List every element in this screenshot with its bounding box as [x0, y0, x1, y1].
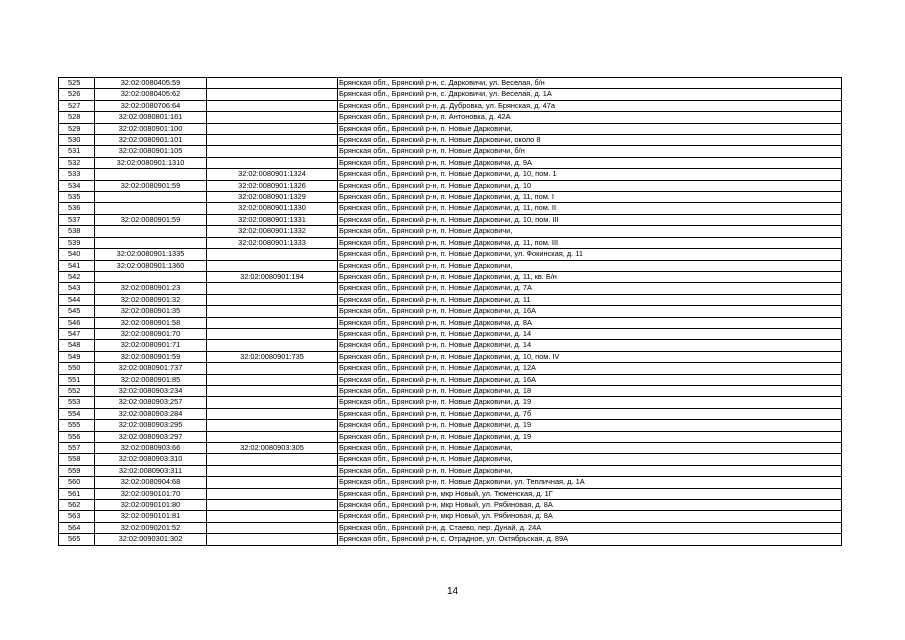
related-cadastral-number-cell: 32:02:0080901:194 — [207, 271, 338, 282]
table-row — [59, 89, 842, 100]
related-cadastral-number-cell — [207, 249, 338, 260]
cadastral-number-cell: 32:02:0080706:64 — [95, 100, 207, 111]
row-number-cell: 538 — [59, 226, 95, 237]
address-cell: Брянская обл., Брянский р-н, п. Новые Дарковичи, д. 11, пом. I — [338, 192, 842, 203]
row-number-cell: 554 — [59, 408, 95, 419]
cadastral-number-cell: 32:02:0080901:70 — [95, 328, 207, 339]
cadastral-number-cell: 32:02:0090301:302 — [95, 534, 207, 545]
table-row — [59, 477, 842, 488]
row-number-cell: 529 — [59, 123, 95, 134]
related-cadastral-number-cell — [207, 465, 338, 476]
address-cell: Брянская обл., Брянский р-н, п. Новые Дарковичи, — [338, 260, 842, 271]
row-number-cell: 541 — [59, 260, 95, 271]
address-cell: Брянская обл., Брянский р-н, п. Новые Дарковичи, д. 11, пом. III — [338, 237, 842, 248]
related-cadastral-number-cell — [207, 123, 338, 134]
row-number-cell: 551 — [59, 374, 95, 385]
address-cell: Брянская обл., Брянский р-н, п. Новые Дарковичи, б/н — [338, 146, 842, 157]
address-cell: Брянская обл., Брянский р-н, д. Стаево, пер. Дунай, д. 24А — [338, 522, 842, 533]
related-cadastral-number-cell — [207, 363, 338, 374]
address-cell: Брянская обл., Брянский р-н, п. Новые Дарковичи, д. 10 — [338, 180, 842, 191]
table-row — [59, 351, 842, 362]
cadastral-number-cell: 32:02:0080903:310 — [95, 454, 207, 465]
row-number-cell: 545 — [59, 306, 95, 317]
related-cadastral-number-cell — [207, 328, 338, 339]
table-row — [59, 522, 842, 533]
address-cell: Брянская обл., Брянский р-н, с. Дарковичи, ул. Веселая, д. 1А — [338, 89, 842, 100]
row-number-cell: 553 — [59, 397, 95, 408]
table-row — [59, 511, 842, 522]
related-cadastral-number-cell — [207, 89, 338, 100]
row-number-cell: 530 — [59, 135, 95, 146]
row-number-cell: 559 — [59, 465, 95, 476]
row-number-cell: 525 — [59, 78, 95, 89]
row-number-cell: 555 — [59, 420, 95, 431]
related-cadastral-number-cell — [207, 294, 338, 305]
cadastral-number-cell: 32:02:0080901:1310 — [95, 157, 207, 168]
table-row — [59, 135, 842, 146]
row-number-cell: 536 — [59, 203, 95, 214]
table-row — [59, 420, 842, 431]
address-cell: Брянская обл., Брянский р-н, с. Дарковичи, ул. Веселая, б/н — [338, 78, 842, 89]
address-cell: Брянская обл., Брянский р-н, мкр Новый, ул. Рябиновая, д. 8А — [338, 511, 842, 522]
address-cell: Брянская обл., Брянский р-н, п. Новые Дарковичи, около 8 — [338, 135, 842, 146]
table-row — [59, 112, 842, 123]
table-row — [59, 146, 842, 157]
row-number-cell: 563 — [59, 511, 95, 522]
related-cadastral-number-cell — [207, 374, 338, 385]
address-cell: Брянская обл., Брянский р-н, мкр Новый, ул. Тюменская, д. 1Г — [338, 488, 842, 499]
table-row — [59, 214, 842, 225]
related-cadastral-number-cell — [207, 488, 338, 499]
table-row — [59, 397, 842, 408]
related-cadastral-number-cell: 32:02:0080901:1332 — [207, 226, 338, 237]
cadastral-number-cell: 32:02:0080903:311 — [95, 465, 207, 476]
cadastral-number-cell — [95, 203, 207, 214]
cadastral-number-cell: 32:02:0080901:1335 — [95, 249, 207, 260]
table-row — [59, 534, 842, 545]
table-row — [59, 283, 842, 294]
cadastral-number-cell: 32:02:0080901:59 — [95, 180, 207, 191]
row-number-cell: 534 — [59, 180, 95, 191]
related-cadastral-number-cell: 32:02:0080901:735 — [207, 351, 338, 362]
related-cadastral-number-cell — [207, 340, 338, 351]
table-row — [59, 192, 842, 203]
table-row — [59, 78, 842, 89]
page-number: 14 — [446, 586, 459, 597]
related-cadastral-number-cell: 32:02:0080901:1326 — [207, 180, 338, 191]
address-cell: Брянская обл., Брянский р-н, п. Новые Дарковичи, д. 16А — [338, 306, 842, 317]
table-row — [59, 363, 842, 374]
related-cadastral-number-cell: 32:02:0080901:1331 — [207, 214, 338, 225]
related-cadastral-number-cell — [207, 408, 338, 419]
address-cell: Брянская обл., Брянский р-н, п. Новые Дарковичи, д. 7б — [338, 408, 842, 419]
row-number-cell: 544 — [59, 294, 95, 305]
address-cell: Брянская обл., Брянский р-н, мкр Новый, ул. Рябиновая, д. 8А — [338, 500, 842, 511]
cadastral-number-cell: 32:02:0080903:295 — [95, 420, 207, 431]
cadastral-number-cell: 32:02:0080901:59 — [95, 214, 207, 225]
row-number-cell: 526 — [59, 89, 95, 100]
table-row — [59, 157, 842, 168]
related-cadastral-number-cell — [207, 306, 338, 317]
row-number-cell: 532 — [59, 157, 95, 168]
related-cadastral-number-cell — [207, 522, 338, 533]
table-row — [59, 271, 842, 282]
row-number-cell: 535 — [59, 192, 95, 203]
row-number-cell: 561 — [59, 488, 95, 499]
property-table — [58, 77, 842, 546]
cadastral-number-cell: 32:02:0090101:80 — [95, 500, 207, 511]
row-number-cell: 558 — [59, 454, 95, 465]
address-cell: Брянская обл., Брянский р-н, с. Отрадное, ул. Октябрьская, д. 89А — [338, 534, 842, 545]
related-cadastral-number-cell — [207, 112, 338, 123]
table-row — [59, 431, 842, 442]
row-number-cell: 556 — [59, 431, 95, 442]
related-cadastral-number-cell — [207, 420, 338, 431]
address-cell: Брянская обл., Брянский р-н, д. Дубровка, ул. Брянская, д. 47а — [338, 100, 842, 111]
row-number-cell: 552 — [59, 385, 95, 396]
related-cadastral-number-cell — [207, 534, 338, 545]
row-number-cell: 564 — [59, 522, 95, 533]
cadastral-number-cell: 32:02:0080901:32 — [95, 294, 207, 305]
related-cadastral-number-cell — [207, 146, 338, 157]
row-number-cell: 531 — [59, 146, 95, 157]
row-number-cell: 533 — [59, 169, 95, 180]
table-row — [59, 340, 842, 351]
cadastral-number-cell: 32:02:0080901:71 — [95, 340, 207, 351]
related-cadastral-number-cell — [207, 135, 338, 146]
address-cell: Брянская обл., Брянский р-н, п. Новые Дарковичи, д. 19 — [338, 431, 842, 442]
cadastral-number-cell: 32:02:0080901:35 — [95, 306, 207, 317]
table-row — [59, 317, 842, 328]
address-cell: Брянская обл., Брянский р-н, п. Новые Дарковичи, д. 14 — [338, 340, 842, 351]
row-number-cell: 527 — [59, 100, 95, 111]
address-cell: Брянская обл., Брянский р-н, п. Новые Дарковичи, д. 9А — [338, 157, 842, 168]
address-cell: Брянская обл., Брянский р-н, п. Новые Дарковичи, д. 16А — [338, 374, 842, 385]
table-row — [59, 500, 842, 511]
row-number-cell: 539 — [59, 237, 95, 248]
table-body — [59, 78, 842, 546]
cadastral-number-cell: 32:02:0090101:81 — [95, 511, 207, 522]
row-number-cell: 550 — [59, 363, 95, 374]
address-cell: Брянская обл., Брянский р-н, п. Новые Дарковичи, ул. Тепличная, д. 1А — [338, 477, 842, 488]
cadastral-number-cell: 32:02:0080901:1360 — [95, 260, 207, 271]
row-number-cell: 540 — [59, 249, 95, 260]
related-cadastral-number-cell — [207, 431, 338, 442]
address-cell: Брянская обл., Брянский р-н, п. Новые Дарковичи, д. 10, пом. 1 — [338, 169, 842, 180]
address-cell: Брянская обл., Брянский р-н, п. Новые Дарковичи, — [338, 123, 842, 134]
address-cell: Брянская обл., Брянский р-н, п. Новые Дарковичи, ул. Фокинская, д. 11 — [338, 249, 842, 260]
row-number-cell: 543 — [59, 283, 95, 294]
related-cadastral-number-cell — [207, 385, 338, 396]
related-cadastral-number-cell — [207, 100, 338, 111]
address-cell: Брянская обл., Брянский р-н, п. Новые Дарковичи, д. 14 — [338, 328, 842, 339]
table-row — [59, 294, 842, 305]
address-cell: Брянская обл., Брянский р-н, п. Новые Дарковичи, д. 7А — [338, 283, 842, 294]
row-number-cell: 562 — [59, 500, 95, 511]
address-cell: Брянская обл., Брянский р-н, п. Новые Дарковичи, д. 10, пом. III — [338, 214, 842, 225]
related-cadastral-number-cell — [207, 500, 338, 511]
related-cadastral-number-cell: 32:02:0080901:1330 — [207, 203, 338, 214]
related-cadastral-number-cell: 32:02:0080901:1329 — [207, 192, 338, 203]
cadastral-number-cell: 32:02:0080903:234 — [95, 385, 207, 396]
cadastral-number-cell: 32:02:0080904:68 — [95, 477, 207, 488]
row-number-cell: 547 — [59, 328, 95, 339]
table-row — [59, 180, 842, 191]
table-row — [59, 465, 842, 476]
cadastral-number-cell: 32:02:0080903:297 — [95, 431, 207, 442]
cadastral-number-cell: 32:02:0090201:52 — [95, 522, 207, 533]
address-cell: Брянская обл., Брянский р-н, п. Новые Дарковичи, д. 8А — [338, 317, 842, 328]
cadastral-number-cell: 32:02:0080801:161 — [95, 112, 207, 123]
related-cadastral-number-cell — [207, 397, 338, 408]
table-row — [59, 123, 842, 134]
cadastral-number-cell: 32:02:0080903:257 — [95, 397, 207, 408]
address-cell: Брянская обл., Брянский р-н, п. Новые Дарковичи, д. 19 — [338, 420, 842, 431]
related-cadastral-number-cell — [207, 454, 338, 465]
table-row — [59, 249, 842, 260]
address-cell: Брянская обл., Брянский р-н, п. Новые Дарковичи, д. 12А — [338, 363, 842, 374]
table-row — [59, 408, 842, 419]
cadastral-number-cell: 32:02:0080901:105 — [95, 146, 207, 157]
address-cell: Брянская обл., Брянский р-н, п. Новые Дарковичи, д. 11 — [338, 294, 842, 305]
address-cell: Брянская обл., Брянский р-н, п. Новые Дарковичи, — [338, 454, 842, 465]
row-number-cell: 549 — [59, 351, 95, 362]
cadastral-number-cell: 32:02:0080405:62 — [95, 89, 207, 100]
table-row — [59, 100, 842, 111]
related-cadastral-number-cell — [207, 157, 338, 168]
cadastral-number-cell: 32:02:0080901:59 — [95, 351, 207, 362]
address-cell: Брянская обл., Брянский р-н, п. Новые Дарковичи, д. 11, пом. II — [338, 203, 842, 214]
table-row — [59, 237, 842, 248]
related-cadastral-number-cell: 32:02:0080901:1324 — [207, 169, 338, 180]
table-row — [59, 226, 842, 237]
related-cadastral-number-cell — [207, 260, 338, 271]
table-row — [59, 488, 842, 499]
cadastral-number-cell — [95, 169, 207, 180]
related-cadastral-number-cell — [207, 317, 338, 328]
table-row — [59, 169, 842, 180]
cadastral-number-cell: 32:02:0080901:100 — [95, 123, 207, 134]
cadastral-number-cell — [95, 192, 207, 203]
row-number-cell: 557 — [59, 443, 95, 454]
table-row — [59, 328, 842, 339]
table-row — [59, 443, 842, 454]
row-number-cell: 528 — [59, 112, 95, 123]
row-number-cell: 565 — [59, 534, 95, 545]
cadastral-number-cell: 32:02:0080901:58 — [95, 317, 207, 328]
table-row — [59, 306, 842, 317]
address-cell: Брянская обл., Брянский р-н, п. Новые Дарковичи, д. 19 — [338, 397, 842, 408]
related-cadastral-number-cell — [207, 511, 338, 522]
address-cell: Брянская обл., Брянский р-н, п. Новые Дарковичи, д. 11, кв. Б/н — [338, 271, 842, 282]
cadastral-number-cell — [95, 271, 207, 282]
address-cell: Брянская обл., Брянский р-н, п. Новые Дарковичи, — [338, 226, 842, 237]
related-cadastral-number-cell — [207, 477, 338, 488]
cadastral-number-cell: 32:02:0080903:66 — [95, 443, 207, 454]
cadastral-number-cell — [95, 237, 207, 248]
address-cell: Брянская обл., Брянский р-н, п. Новые Дарковичи, д. 18 — [338, 385, 842, 396]
address-cell: Брянская обл., Брянский р-н, п. Новые Дарковичи, — [338, 465, 842, 476]
related-cadastral-number-cell: 32:02:0080903:305 — [207, 443, 338, 454]
row-number-cell: 560 — [59, 477, 95, 488]
table-row — [59, 260, 842, 271]
cadastral-number-cell: 32:02:0080901:23 — [95, 283, 207, 294]
table-row — [59, 203, 842, 214]
row-number-cell: 542 — [59, 271, 95, 282]
cadastral-number-cell: 32:02:0080901:85 — [95, 374, 207, 385]
cadastral-number-cell: 32:02:0080903:284 — [95, 408, 207, 419]
cadastral-number-cell: 32:02:0080901:737 — [95, 363, 207, 374]
address-cell: Брянская обл., Брянский р-н, п. Новые Дарковичи, д. 10, пом. IV — [338, 351, 842, 362]
cadastral-number-cell: 32:02:0080901:101 — [95, 135, 207, 146]
address-cell: Брянская обл., Брянский р-н, п. Новые Дарковичи, — [338, 443, 842, 454]
cadastral-number-cell: 32:02:0080405:59 — [95, 78, 207, 89]
row-number-cell: 548 — [59, 340, 95, 351]
table-row — [59, 454, 842, 465]
address-cell: Брянская обл., Брянский р-н, п. Антоновка, д. 42А — [338, 112, 842, 123]
row-number-cell: 537 — [59, 214, 95, 225]
table-row — [59, 374, 842, 385]
table-row — [59, 385, 842, 396]
related-cadastral-number-cell — [207, 283, 338, 294]
cadastral-number-cell — [95, 226, 207, 237]
related-cadastral-number-cell: 32:02:0080901:1333 — [207, 237, 338, 248]
cadastral-number-cell: 32:02:0090101:70 — [95, 488, 207, 499]
row-number-cell: 546 — [59, 317, 95, 328]
related-cadastral-number-cell — [207, 78, 338, 89]
